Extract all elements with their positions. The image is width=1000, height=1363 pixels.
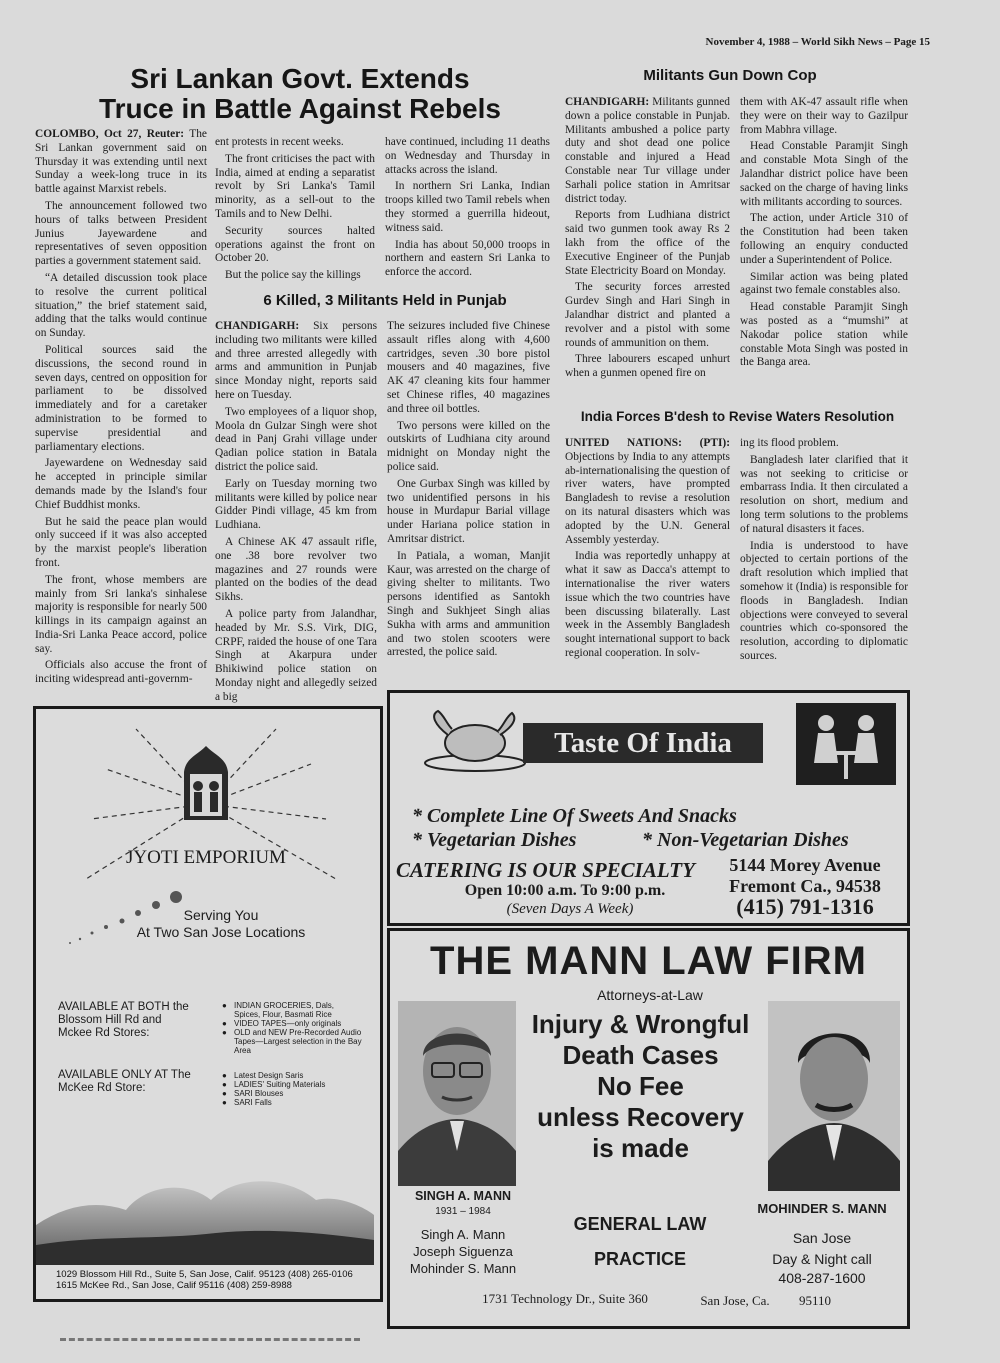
mann-law-firm-ad (387, 928, 910, 1329)
slogan-line: No Fee (597, 1071, 684, 1101)
list-item: ● VIDEO TAPES—only originals (222, 1019, 362, 1028)
partner-1: Singh A. Mann (420, 1227, 506, 1242)
singh-mann-name: SINGH A. MANN (414, 1189, 512, 1203)
jyoti-serving-line1: Serving You (183, 907, 259, 923)
slogan-line: Injury & Wrongful (531, 1009, 750, 1039)
jyoti-address-2: 1615 McKee Rd., San Jose, Calif 95116 (408) 259-8988 (56, 1280, 292, 1291)
mann-subtitle: Attorneys-at-Law (597, 987, 703, 1003)
mohinder-phone: 408-287-1600 (778, 1270, 866, 1286)
article1-dateline: COLOMBO, Oct 27, Reuter: (35, 128, 185, 140)
list-item: ● Latest Design Saris (222, 1071, 362, 1080)
list-item: ● INDIAN GROCERIES, Dals, Spices, Flour, Basmati Rice (222, 1001, 362, 1019)
practice-line2: PRACTICE (593, 1249, 686, 1269)
list-item: ● OLD and NEW Pre-Recorded Audio Tapes—Largest selection in the Bay Area (222, 1028, 362, 1055)
taste-address: 5144 Morey Avenue (729, 855, 881, 875)
taste-of-india-ad (387, 690, 910, 926)
cloud-landscape-icon (36, 1145, 374, 1265)
portrait-silhouette-icon (768, 1001, 900, 1191)
mann-slogan (518, 1009, 763, 1164)
taste-catering: CATERING IS OUR SPECIALTY (396, 858, 695, 882)
article1-col2: ent protests in recent weeks. The front criticises the pact with India, aimed at ending a separatist revolt by Sri Lanka's Tamil minority, as a sell-out to the Tamils and to New Delhi. Security sources halted operations against the front on October 20. But the police say the killings (215, 136, 375, 282)
article3-col1: CHANDIGARH: Militants gunned down a police constable in Punjab. Militants ambushed a police party duty and shot dead one police constable and injured a Head Constable near Tur village under Sarhali police station in Amritsar district today. Reports from Ludhiana district said two gunmen took away Rs 2 lakh from the office of the Executive Engineer of the Punjab State Electricity Board on Monday. The security forces arrested Gurdev Singh and Hari Singh in Jalandhar district and planted a revolver and a pistol with some rounds of ammunition on them. Three labourers escaped unhurt when a gunmen opened fire on (565, 96, 730, 380)
slogan-line: unless Recovery (537, 1102, 744, 1132)
roast-chicken-icon (420, 705, 530, 775)
article1-headline-line1: Sri Lankan Govt. Extends (130, 63, 470, 94)
article3-dateline: CHANDIGARH: (565, 96, 650, 108)
list-item: ● LADIES' Suiting Materials (222, 1080, 362, 1089)
article3-col2: them with AK-47 assault rifle when they were on their way to Gazilpur from Mabhra village. Head Constable Paramjit Singh and constable Mota Singh of the Jalandhar district police have been sacked on the charge of having links with militants according to sources. The action, under Article 310 of the Constitution had been taken following an enquiry conducted under a Superintendent of Police. Similar action was being plated against two female constables also. Head constable Paramjit Singh was posted as a “mumshi” at Nakodar police station while constable Mota Singh was posted in the Banga area. (740, 96, 908, 369)
taste-hours: Open 10:00 a.m. To 9:00 p.m. (464, 882, 666, 899)
jyoti-emporium-ad (33, 706, 383, 1302)
slogan-line: is made (592, 1133, 689, 1163)
article2-col2: The seizures included five Chinese assault rifles along with 4,600 cartridges, seven .30 bore pistol mousers and 40 magazines, five AK 47 cleaning kits four hammer set Chinese rifles, 40 magazines and three oil bottles. Two persons were killed on the outskirts of Ludhiana city around midnight on Monday night the police said. One Gurbax Singh was killed by two unidentified persons in his house in Murdapur Barial village under Hariana police station in Amritsar district. In Patiala, a woman, Manjit Kaur, was arrested on the charge of giving shelter to militants. Two persons identified as Santokh Singh and Sukhjeet Singh alias Sukha with arms and ammunition and two stolen scooters were arrested, the police said. (387, 320, 550, 659)
article4-col2: ing its flood problem. Bangladesh later clarified that it was not seeking to criticise or embarrass India. It then circulated a resolution on short, medium and long term solutions to the problems of natural disasters it faces. India is understood to have objected to certain portions of the draft resolution which implied that somehow it (India) is responsible for floods in Bangladesh. Indian objections were conveyed to several countries which co-sponsored the resolution, according to diplomatic sources. (740, 437, 908, 662)
taste-of-india-title: Taste Of India (523, 723, 763, 763)
article1-headline-line2: Truce in Battle Against Rebels (99, 93, 501, 124)
taste-phone: (415) 791-1316 (736, 894, 874, 919)
article1-col1: COLOMBO, Oct 27, Reuter: The Sri Lankan government said on Thursday it was extending until next Sunday a week-long truce in its battle against Marxist rebels. The announcement followed two hours of talks between President Junius Jayewardene and representatives of seven opposition parties a government statement said. “A detailed discussion took place to resolve the current political situation,” the brief statement said, adding that the talks would continue on Sunday. Political sources said the discussions, the second round in seven days, centred on opposition for parliament to be dissolved immediately and for a caretaker administration to be formed to supervise presidential and parliamentary elections. Jayewardene on Wednesday said he accepted in principle similar demands made by the Island's four Chief Buddhist monks. But he said the peace plan would only succeed if it was also accepted by the marxist people's liberation front. The front, whose members are mainly from Sri lanka's sinhalese majority is responsible for nearly 500 killings in its campaign against an India-Sri Lanka Peace accord, police say. Officials also accuse the front of inciting widespread anti-governm- (35, 128, 207, 686)
taste-city: Fremont Ca., 94538 (729, 876, 881, 896)
article1-headline (60, 64, 540, 124)
jyoti-available-only: AVAILABLE ONLY AT The McKee Rd Store: (58, 1069, 191, 1094)
article2-col1: CHANDIGARH: Six persons including two militants were killed and three arrested allegedly with arms and ammunition in Punjab since Monday night, reports said here on Tuesday. Two employees of a liquor shop, Moola dn Gulzar Singh were shot dead in Panj Grahi village under Qadian police station in Batala district the police said. Early on Tuesday morning two militants were killed by police near Gidder Pindi village, 45 km from Ludhiana. A Chinese AK 47 assault rifle, one .38 bore revolver two magazines and 27 rounds were planted on the bodies of the dead Sikhs. A police party from Jalandhar, headed by Mr. S.S. Virk, DIG, CRPF, raided the house of one Tara Singh at Akarpura under Bhikiwind police station on Monday night and allegedly seized a big (215, 320, 377, 703)
article4-col1: UNITED NATIONS: (PTI): Objections by India to any attempts ab-internationalising the question of river waters, have prompted Bangladesh to revise a resolution on its natural disasters which was adopted by the U.N. General Assembly yesterday. India was reportedly unhappy at what it saw as Dacca's attempt to internationalise the river waters issue which the two countries have been discussing bilaterally. Last week in the Assembly Bangladesh sought international support to back regional cooperation. In solv- (565, 437, 730, 659)
taste-days: (Seven Days A Week) (506, 901, 634, 917)
mann-law-firm-title: THE MANN LAW FIRM (430, 939, 867, 983)
taste-line-non-vegetarian: * Non-Vegetarian Dishes (642, 829, 849, 851)
slogan-line: Death Cases (562, 1040, 719, 1070)
taste-line-sweets: * Complete Line Of Sweets And Snacks (412, 805, 737, 827)
article4-headline: India Forces B'desh to Revise Waters Resolution (580, 409, 895, 424)
dining-couple-icon (796, 703, 896, 785)
mohinder-mann-photo (768, 1001, 900, 1191)
jyoti-emporium-title: JYOTI EMPORIUM (126, 847, 286, 868)
singh-mann-photo (398, 1001, 516, 1186)
jyoti-serving-line2: At Two San Jose Locations (136, 924, 306, 940)
mohinder-city: San Jose (792, 1230, 852, 1246)
page-bottom-edge (60, 1338, 360, 1345)
article2-dateline: CHANDIGARH: (215, 320, 300, 332)
jyoti-only-items (222, 1071, 362, 1107)
mann-zip: 95110 (798, 1293, 832, 1308)
mann-city: San Jose, Ca. (700, 1293, 770, 1308)
list-item: ● SARI Falls (222, 1098, 362, 1107)
jyoti-both-items (222, 1001, 362, 1055)
temple-emblem-icon (176, 744, 236, 824)
page-header: November 4, 1988 – World Sikh News – Page 15 (705, 36, 930, 48)
article4-dateline: UNITED NATIONS: (PTI): (565, 437, 730, 449)
article3-headline: Militants Gun Down Cop (643, 67, 817, 84)
jyoti-available-both: AVAILABLE AT BOTH the Blossom Hill Rd and Mckee Rd Stores: (58, 1001, 189, 1039)
practice-line1: GENERAL LAW (573, 1214, 707, 1234)
mohinder-mann-name: MOHINDER S. MANN (757, 1201, 887, 1216)
mann-address: 1731 Technology Dr., Suite 360 (482, 1291, 648, 1306)
jyoti-address-1: 1029 Blossom Hill Rd., Suite 5, San Jose, Calif. 95123 (408) 265-0106 (56, 1269, 353, 1280)
taste-line-vegetarian: * Vegetarian Dishes (412, 829, 577, 851)
article1-col3: have continued, including 11 deaths on Wednesday and Thursday in attacks across the island. In northern Sri Lanka, Indian troops killed two Tamil rebels when they stormed a guerrilla hideout, witness said. India has about 50,000 troops in northern and eastern Sri Lanka to enforce the accord. (385, 136, 550, 279)
portrait-silhouette-icon (398, 1001, 516, 1186)
singh-mann-years: 1931 – 1984 (435, 1206, 491, 1217)
partner-3: Mohinder S. Mann (409, 1261, 517, 1276)
list-item: ● SARI Blouses (222, 1089, 362, 1098)
article2-headline: 6 Killed, 3 Militants Held in Punjab (263, 292, 507, 309)
mohinder-call: Day & Night call (772, 1251, 872, 1267)
partner-2: Joseph Siguenza (413, 1244, 513, 1259)
